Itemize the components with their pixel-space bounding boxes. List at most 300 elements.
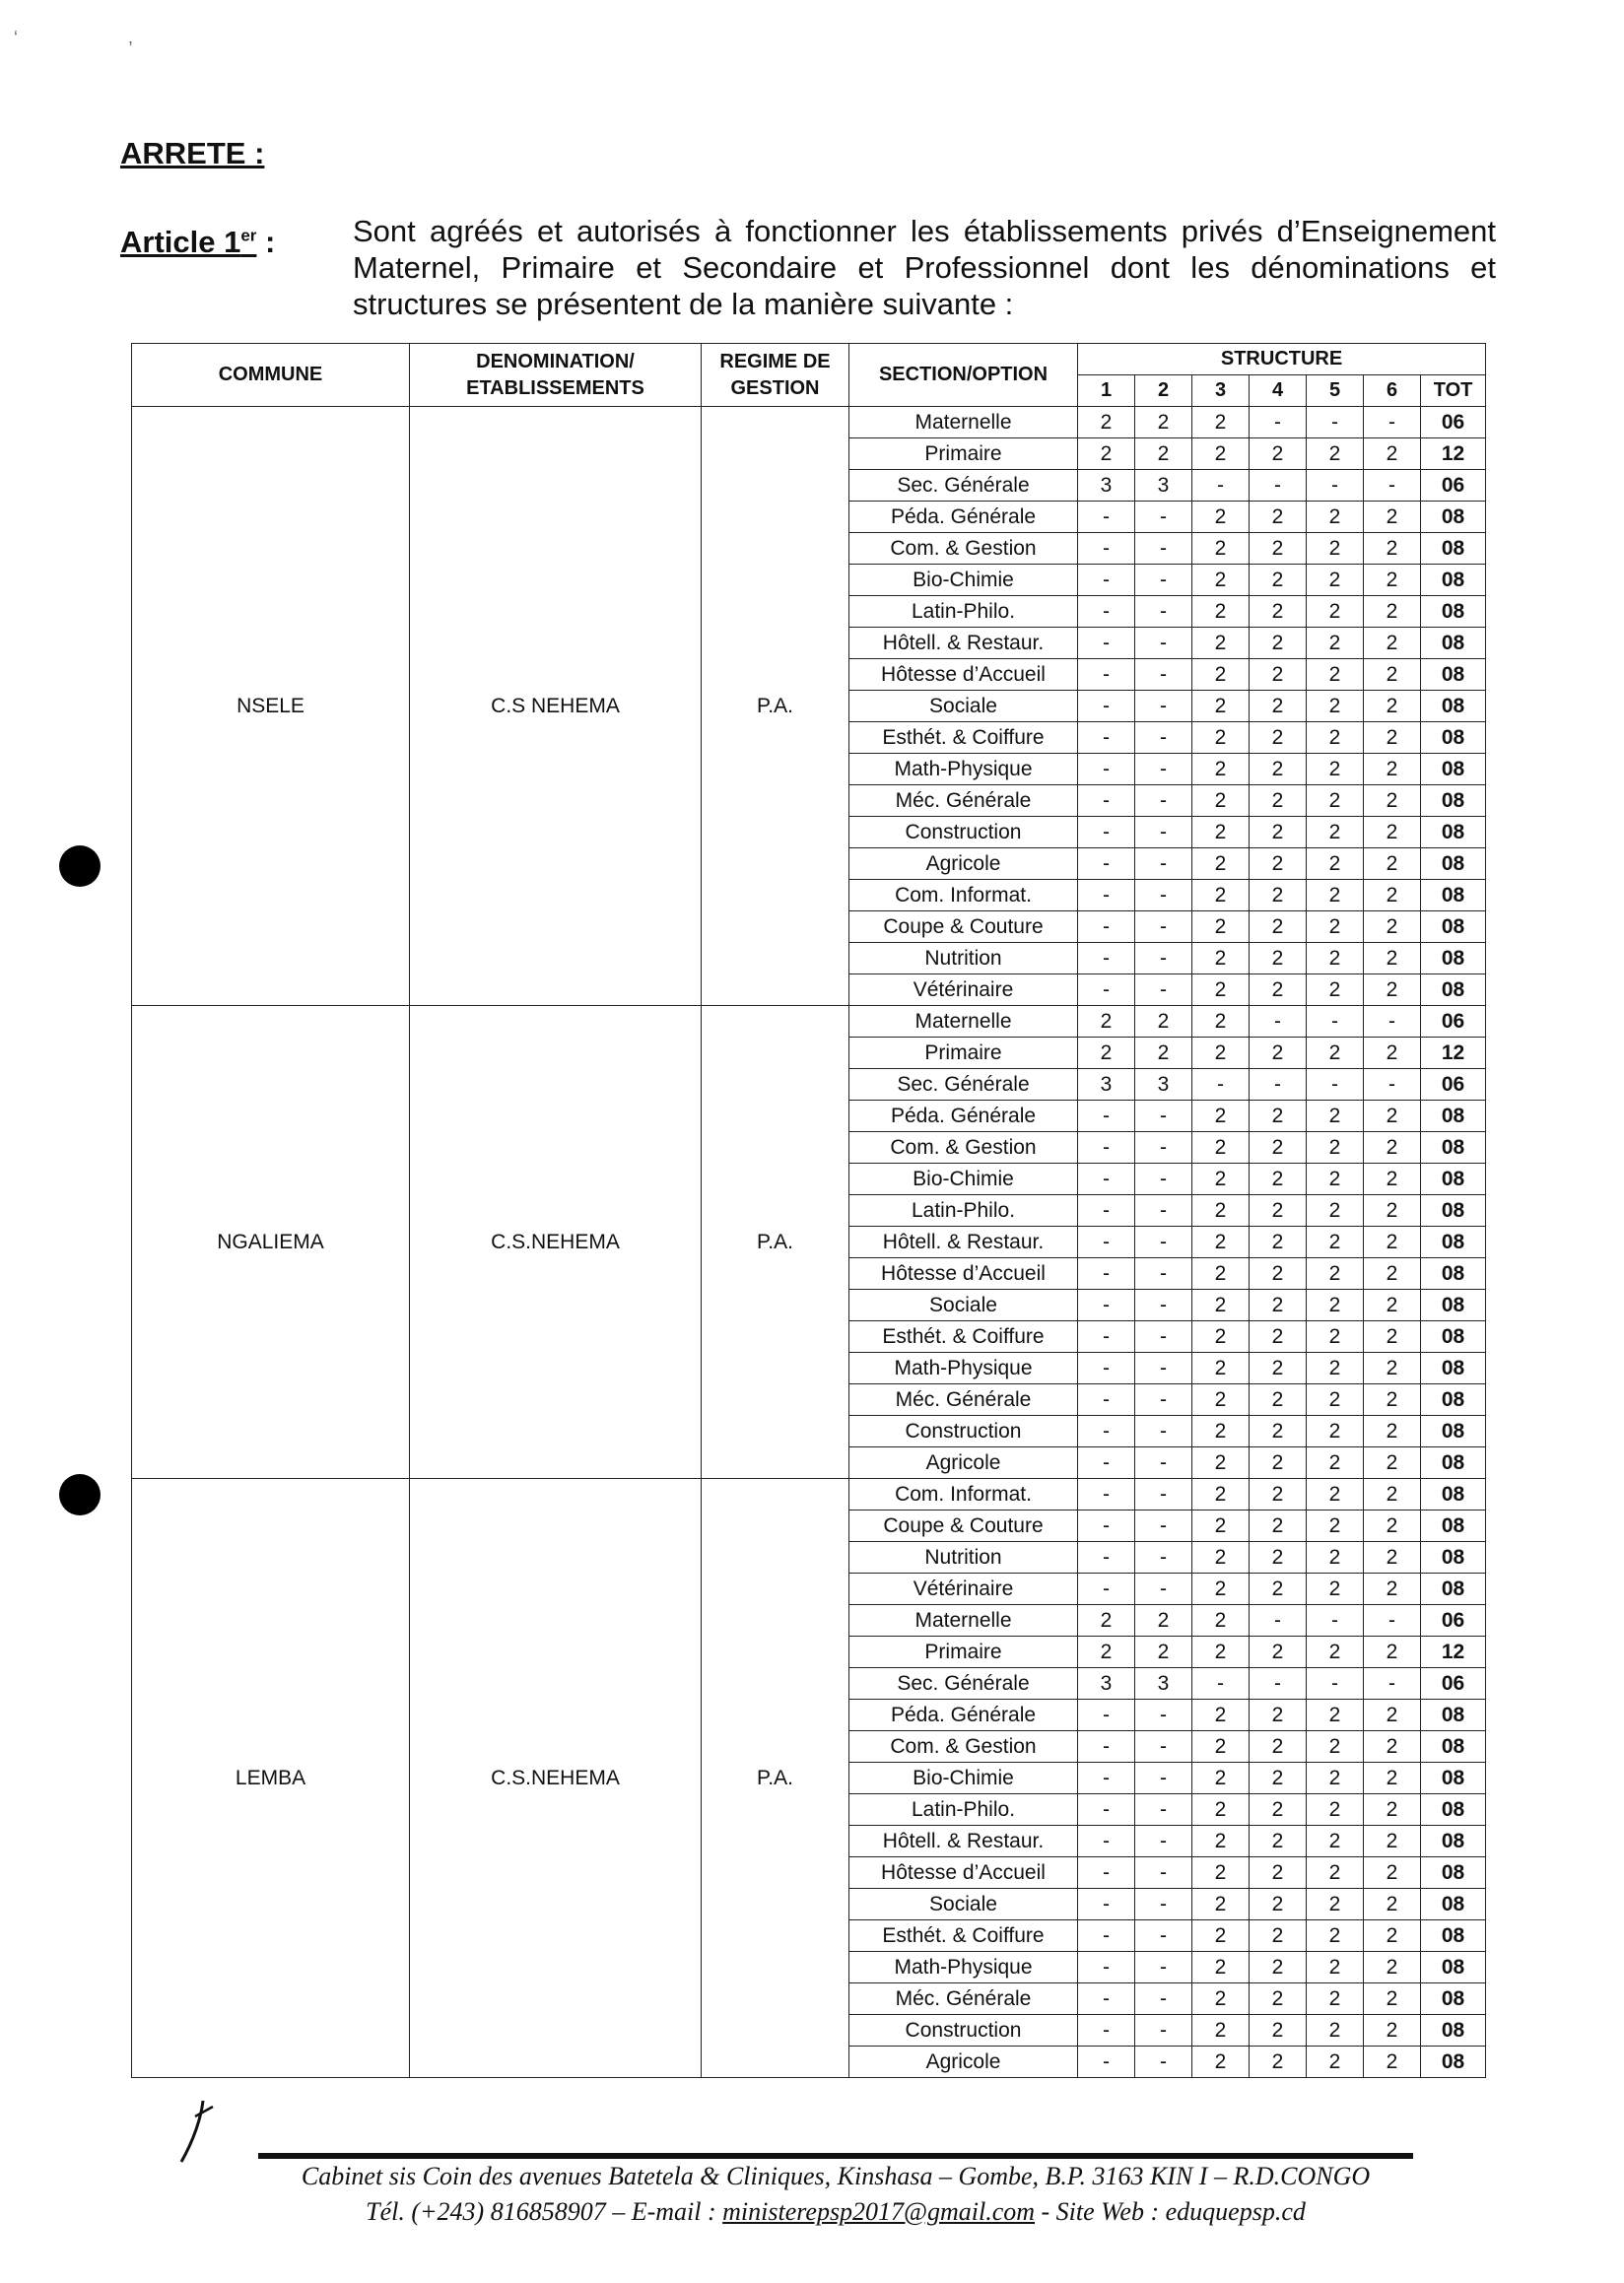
structure-cell: 2 [1192,754,1250,785]
structure-cell: 2 [1135,1006,1192,1038]
structure-cell: - [1078,596,1135,628]
section-option-cell: Sec. Générale [849,1069,1078,1101]
total-cell: 12 [1421,1637,1486,1668]
total-cell: 08 [1421,659,1486,691]
structure-cell: - [1078,1321,1135,1353]
structure-cell: 2 [1364,974,1421,1006]
total-cell: 08 [1421,1857,1486,1889]
structure-cell: 2 [1307,1416,1364,1447]
structure-cell: 2 [1364,1983,1421,2015]
structure-cell: - [1078,817,1135,848]
structure-cell: - [1135,659,1192,691]
structure-cell: - [1135,754,1192,785]
total-cell: 08 [1421,533,1486,565]
structure-cell: 2 [1307,1290,1364,1321]
structure-cell: 2 [1364,1416,1421,1447]
scan-mark: , [128,28,134,47]
structure-cell: - [1078,1574,1135,1605]
section-option-cell: Nutrition [849,1542,1078,1574]
structure-cell: - [1250,1006,1307,1038]
structure-cell: 2 [1364,1447,1421,1479]
structure-cell: - [1250,1668,1307,1700]
structure-cell: 2 [1250,2047,1307,2078]
total-cell: 08 [1421,2047,1486,2078]
structure-cell: 2 [1250,1731,1307,1763]
total-cell: 08 [1421,2015,1486,2047]
structure-cell: 2 [1250,1227,1307,1258]
structure-cell: 2 [1364,1952,1421,1983]
header-col: 2 [1135,375,1192,407]
section-option-cell: Méc. Générale [849,785,1078,817]
total-cell: 08 [1421,1826,1486,1857]
structure-cell: 2 [1192,1353,1250,1384]
structure-cell: - [1135,2047,1192,2078]
regime-cell: P.A. [702,1479,849,2078]
section-option-cell: Sociale [849,691,1078,722]
structure-cell: - [1135,1574,1192,1605]
total-cell: 08 [1421,1700,1486,1731]
structure-cell: - [1135,911,1192,943]
structure-cell: 2 [1364,1132,1421,1164]
section-option-cell: Hôtesse d’Accueil [849,1857,1078,1889]
table-row [132,1479,1486,1511]
structure-cell: 2 [1364,691,1421,722]
structure-cell: 2 [1192,848,1250,880]
structure-cell: 2 [1192,659,1250,691]
section-option-cell: Sec. Générale [849,1668,1078,1700]
section-option-cell: Maternelle [849,1006,1078,1038]
structure-cell: - [1078,1700,1135,1731]
structure-cell: 2 [1307,1574,1364,1605]
total-cell: 06 [1421,470,1486,502]
footer-rule [258,2153,1413,2159]
structure-cell: 2 [1364,1920,1421,1952]
structure-cell: 2 [1192,1006,1250,1038]
structure-cell: - [1078,1826,1135,1857]
structure-cell: 2 [1364,438,1421,470]
total-cell: 08 [1421,943,1486,974]
structure-cell: 2 [1250,1384,1307,1416]
structure-cell: - [1307,1069,1364,1101]
structure-cell: - [1135,1132,1192,1164]
section-option-cell: Coupe & Couture [849,1511,1078,1542]
structure-cell: 2 [1250,1574,1307,1605]
structure-cell: 2 [1135,1038,1192,1069]
structure-cell: 2 [1192,1983,1250,2015]
structure-cell: - [1078,565,1135,596]
section-option-cell: Latin-Philo. [849,1195,1078,1227]
total-cell: 08 [1421,596,1486,628]
section-option-cell: Agricole [849,1447,1078,1479]
structure-cell: 2 [1250,1700,1307,1731]
structure-cell: 2 [1192,596,1250,628]
punch-hole [59,845,101,887]
table-row [132,1006,1486,1038]
section-option-cell: Sociale [849,1290,1078,1321]
structure-cell: 2 [1250,880,1307,911]
structure-cell: 2 [1192,502,1250,533]
structure-cell: - [1078,1983,1135,2015]
structure-cell: 2 [1364,722,1421,754]
structure-cell: - [1078,880,1135,911]
etablissement-cell: C.S NEHEMA [410,407,702,1006]
structure-cell: 2 [1192,691,1250,722]
structure-cell: 2 [1307,880,1364,911]
structure-cell: 2 [1307,1101,1364,1132]
structure-cell: 2 [1364,880,1421,911]
total-cell: 08 [1421,754,1486,785]
structure-cell: 2 [1250,785,1307,817]
structure-cell: - [1078,1290,1135,1321]
total-cell: 06 [1421,1006,1486,1038]
total-cell: 08 [1421,1258,1486,1290]
structure-cell: 2 [1364,1258,1421,1290]
structure-cell: - [1135,533,1192,565]
structure-cell: 2 [1192,2047,1250,2078]
structure-cell: 2 [1307,974,1364,1006]
section-option-cell: Math-Physique [849,754,1078,785]
structure-cell: 2 [1250,1164,1307,1195]
structure-cell: - [1078,1920,1135,1952]
structure-cell: 2 [1364,1857,1421,1889]
structure-cell: 2 [1135,407,1192,438]
structure-cell: 2 [1364,817,1421,848]
structure-cell: 2 [1307,817,1364,848]
structure-cell: 2 [1192,1227,1250,1258]
structure-cell: - [1078,502,1135,533]
structure-cell: 2 [1307,785,1364,817]
structure-cell: - [1078,1794,1135,1826]
structure-cell: 2 [1192,1731,1250,1763]
footer-contact: Tél. (+243) 816858907 – E-mail : ministerepsp2017@gmail.com - Site Web : eduquepsp.cd [366,2197,1306,2226]
structure-cell: - [1078,1889,1135,1920]
section-option-cell: Com. Informat. [849,1479,1078,1511]
structure-cell: 2 [1250,1416,1307,1447]
total-cell: 08 [1421,974,1486,1006]
section-option-cell: Péda. Générale [849,1700,1078,1731]
structure-cell: 2 [1078,1038,1135,1069]
structure-cell: 3 [1078,1668,1135,1700]
structure-cell: 2 [1364,1826,1421,1857]
structure-cell: - [1078,628,1135,659]
structure-cell: - [1364,1069,1421,1101]
structure-cell: 2 [1192,1479,1250,1511]
section-option-cell: Hôtell. & Restaur. [849,1826,1078,1857]
structure-cell: 2 [1364,785,1421,817]
structure-cell: 2 [1307,1132,1364,1164]
structure-cell: 2 [1078,438,1135,470]
commune-cell: LEMBA [132,1479,410,2078]
structure-cell: - [1078,1384,1135,1416]
structure-cell: - [1135,1700,1192,1731]
commune-cell: NSELE [132,407,410,1006]
total-cell: 08 [1421,1416,1486,1447]
section-option-cell: Latin-Philo. [849,596,1078,628]
structure-cell: 2 [1307,1542,1364,1574]
structure-cell: - [1135,974,1192,1006]
total-cell: 08 [1421,1164,1486,1195]
section-option-cell: Com. & Gestion [849,533,1078,565]
structure-cell: - [1364,1006,1421,1038]
structure-cell: 2 [1250,974,1307,1006]
structure-cell: 2 [1364,2015,1421,2047]
structure-cell: 2 [1364,1889,1421,1920]
structure-cell: - [1307,1006,1364,1038]
structure-cell: 2 [1250,1321,1307,1353]
structure-cell: - [1135,1321,1192,1353]
structure-cell: 2 [1307,1038,1364,1069]
section-option-cell: Bio-Chimie [849,1164,1078,1195]
structure-cell: 2 [1250,943,1307,974]
structure-cell: 2 [1250,565,1307,596]
structure-cell: 2 [1307,565,1364,596]
structure-cell: 2 [1250,1353,1307,1384]
structure-cell: 2 [1192,628,1250,659]
structure-cell: - [1192,1668,1250,1700]
structure-cell: 2 [1192,1195,1250,1227]
structure-cell: - [1078,1731,1135,1763]
structure-cell: 2 [1364,943,1421,974]
structure-cell: - [1078,533,1135,565]
structure-cell: 2 [1135,1637,1192,1668]
structure-cell: 2 [1364,565,1421,596]
table-body [132,407,1486,2078]
total-cell: 06 [1421,1069,1486,1101]
structure-cell: - [1135,596,1192,628]
structure-cell: - [1078,754,1135,785]
structure-cell: - [1078,1132,1135,1164]
header-col: 6 [1364,375,1421,407]
structure-cell: 2 [1192,1447,1250,1479]
structure-cell: 3 [1135,1069,1192,1101]
structure-cell: 2 [1364,596,1421,628]
structure-cell: - [1250,470,1307,502]
structure-cell: 2 [1364,1700,1421,1731]
total-cell: 08 [1421,785,1486,817]
structure-cell: 2 [1250,1763,1307,1794]
section-option-cell: Primaire [849,1637,1078,1668]
section-option-cell: Nutrition [849,943,1078,974]
structure-cell: 2 [1307,1920,1364,1952]
structure-cell: 2 [1250,1511,1307,1542]
structure-cell: 2 [1250,628,1307,659]
section-option-cell: Com. & Gestion [849,1731,1078,1763]
structure-cell: 2 [1307,659,1364,691]
structure-cell: - [1135,1952,1192,1983]
article-label: Article 1er : [120,225,276,259]
structure-cell: 2 [1192,1384,1250,1416]
structure-cell: - [1078,659,1135,691]
structure-cell: - [1135,1101,1192,1132]
structure-cell: 2 [1250,1983,1307,2015]
structure-cell: - [1135,1542,1192,1574]
structure-cell: 2 [1192,1920,1250,1952]
structure-cell: 2 [1364,502,1421,533]
structure-cell: 2 [1192,1542,1250,1574]
section-option-cell: Méc. Générale [849,1384,1078,1416]
structure-cell: - [1135,817,1192,848]
total-cell: 08 [1421,1321,1486,1353]
structure-cell: 2 [1364,1164,1421,1195]
regime-cell: P.A. [702,1006,849,1479]
structure-cell: - [1364,470,1421,502]
total-cell: 12 [1421,438,1486,470]
structure-cell: 2 [1307,1511,1364,1542]
structure-cell: 2 [1307,691,1364,722]
structure-cell: 2 [1250,502,1307,533]
structure-cell: - [1078,1416,1135,1447]
total-cell: 08 [1421,848,1486,880]
structure-cell: 2 [1250,1132,1307,1164]
structure-cell: - [1307,407,1364,438]
structure-cell: 2 [1250,1952,1307,1983]
structure-cell: 2 [1192,1637,1250,1668]
total-cell: 06 [1421,1605,1486,1637]
structure-cell: - [1078,943,1135,974]
structure-cell: 2 [1192,911,1250,943]
structure-cell: - [1135,1857,1192,1889]
structure-cell: 2 [1307,1826,1364,1857]
structure-cell: - [1078,722,1135,754]
total-cell: 08 [1421,1952,1486,1983]
header-denomination: DENOMINATION/ ETABLISSEMENTS [410,344,702,407]
structure-cell: 2 [1192,1290,1250,1321]
structure-cell: - [1135,1511,1192,1542]
structure-cell: - [1135,1763,1192,1794]
structure-cell: 2 [1307,1227,1364,1258]
structure-cell: 2 [1364,1542,1421,1574]
structure-cell: 2 [1307,1731,1364,1763]
section-option-cell: Construction [849,2015,1078,2047]
structure-cell: 2 [1192,1700,1250,1731]
structure-cell: - [1307,1668,1364,1700]
total-cell: 08 [1421,722,1486,754]
structure-cell: 2 [1307,1637,1364,1668]
structure-cell: - [1307,470,1364,502]
header-col: 3 [1192,375,1250,407]
structure-cell: - [1135,1195,1192,1227]
structure-cell: 2 [1307,2047,1364,2078]
total-cell: 12 [1421,1038,1486,1069]
section-option-cell: Hôtesse d’Accueil [849,659,1078,691]
footer-email-link[interactable]: ministerepsp2017@gmail.com [722,2197,1036,2226]
structure-cell: 2 [1364,754,1421,785]
structure-cell: - [1078,1479,1135,1511]
header-structure: STRUCTURE [1078,344,1486,375]
structure-cell: 2 [1192,785,1250,817]
total-cell: 08 [1421,1195,1486,1227]
total-cell: 08 [1421,1794,1486,1826]
structure-cell: - [1192,1069,1250,1101]
header-col: 5 [1307,375,1364,407]
structure-cell: - [1135,1447,1192,1479]
structure-cell: 2 [1307,628,1364,659]
structure-cell: 2 [1307,1700,1364,1731]
total-cell: 08 [1421,691,1486,722]
structure-cell: 2 [1364,1794,1421,1826]
section-option-cell: Bio-Chimie [849,1763,1078,1794]
structure-cell: - [1364,407,1421,438]
structure-cell: 2 [1250,1101,1307,1132]
commune-cell: NGALIEMA [132,1006,410,1479]
structure-cell: 2 [1192,533,1250,565]
total-cell: 08 [1421,911,1486,943]
section-option-cell: Coupe & Couture [849,911,1078,943]
structure-cell: - [1078,1763,1135,1794]
structure-cell: 2 [1307,596,1364,628]
total-cell: 08 [1421,1763,1486,1794]
structure-cell: 2 [1250,1447,1307,1479]
structure-cell: 2 [1364,1101,1421,1132]
structure-cell: 2 [1192,1511,1250,1542]
structure-cell: 2 [1078,1637,1135,1668]
structure-cell: 2 [1192,943,1250,974]
total-cell: 08 [1421,1511,1486,1542]
structure-cell: 2 [1192,1416,1250,1447]
structure-cell: - [1135,2015,1192,2047]
section-option-cell: Primaire [849,438,1078,470]
header-col: 1 [1078,375,1135,407]
structure-cell: 2 [1364,848,1421,880]
total-cell: 06 [1421,1668,1486,1700]
structure-cell: 2 [1135,438,1192,470]
section-option-cell: Agricole [849,848,1078,880]
structure-cell: 2 [1250,911,1307,943]
structure-cell: - [1250,1605,1307,1637]
section-option-cell: Péda. Générale [849,1101,1078,1132]
regime-cell: P.A. [702,407,849,1006]
section-option-cell: Maternelle [849,1605,1078,1637]
header-commune: COMMUNE [132,344,410,407]
structure-cell: - [1135,502,1192,533]
structure-cell: 2 [1192,1826,1250,1857]
structure-cell: - [1135,785,1192,817]
total-cell: 08 [1421,1227,1486,1258]
structure-cell: 2 [1192,1321,1250,1353]
structure-cell: 2 [1307,1321,1364,1353]
structure-cell: - [1135,722,1192,754]
structure-cell: - [1078,1164,1135,1195]
total-cell: 08 [1421,1983,1486,2015]
total-cell: 08 [1421,1479,1486,1511]
structure-cell: 2 [1307,2015,1364,2047]
structure-cell: - [1078,2047,1135,2078]
total-cell: 08 [1421,1101,1486,1132]
structure-cell: 2 [1250,722,1307,754]
structure-cell: 2 [1192,722,1250,754]
header-col: TOT [1421,375,1486,407]
total-cell: 08 [1421,1353,1486,1384]
structure-cell: 2 [1307,533,1364,565]
structure-cell: 2 [1250,754,1307,785]
structure-cell: 2 [1364,659,1421,691]
structure-cell: - [1364,1605,1421,1637]
structure-cell: - [1307,1605,1364,1637]
section-option-cell: Esthét. & Coiffure [849,722,1078,754]
structure-cell: 2 [1250,1479,1307,1511]
structure-cell: - [1135,1731,1192,1763]
structure-cell: 2 [1250,2015,1307,2047]
structure-cell: 2 [1192,407,1250,438]
structure-cell: 2 [1307,722,1364,754]
structure-cell: 2 [1250,848,1307,880]
section-option-cell: Péda. Générale [849,502,1078,533]
structure-cell: 2 [1192,1794,1250,1826]
structure-cell: 3 [1078,1069,1135,1101]
structure-cell: 2 [1192,1605,1250,1637]
footer-address: Cabinet sis Coin des avenues Batetela & Cliniques, Kinshasa – Gombe, B.P. 3163 KIN I – R.D.CONGO [301,2162,1371,2190]
structure-cell: 2 [1307,1889,1364,1920]
